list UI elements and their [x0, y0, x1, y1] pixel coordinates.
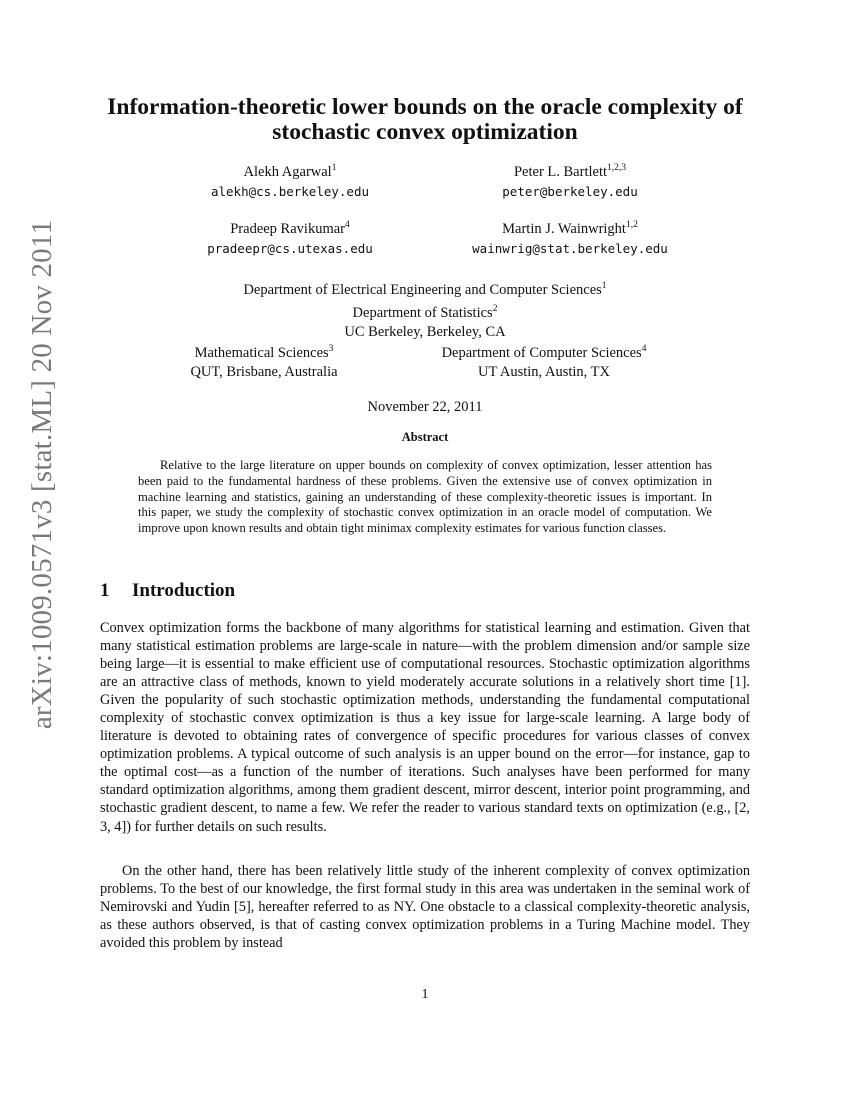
- author-block: [150, 158, 430, 202]
- affiliation-ut-location: UT Austin, Austin, TX: [477, 363, 610, 380]
- author-name: Pradeep Ravikumar: [230, 220, 345, 237]
- author-affiliation-mark: 4: [345, 220, 350, 230]
- paper-date: November 22, 2011: [367, 399, 483, 415]
- arxiv-side-stamp: [22, 219, 64, 729]
- affiliation-cs: Department of Computer Sciences: [441, 344, 642, 361]
- author-email: pradeepr@cs.utexas.edu: [207, 240, 373, 256]
- author-affiliation-mark: 1: [331, 163, 337, 173]
- affiliation-mark: 3: [328, 344, 334, 354]
- author-affiliation-mark: 1,2,3: [607, 163, 626, 173]
- affiliation-mark: 4: [641, 344, 647, 354]
- author-block: [430, 215, 710, 259]
- authors-row-2: [150, 215, 710, 259]
- author-name: Peter L. Bartlett: [513, 163, 607, 180]
- affiliation-statistics: Department of Statistics: [352, 304, 493, 321]
- arxiv-identifier: arXiv:1009.0571v3 [stat.ML] 20 Nov 2011: [26, 219, 59, 729]
- author-email: peter@berkeley.edu: [502, 183, 638, 199]
- ut-affiliation: [378, 340, 710, 382]
- affiliation-mark: 1: [601, 281, 607, 291]
- body-paragraph: Convex optimization forms the backbone of many algorithms for statistical learning and estimation. Given that many statistical estimation problems are large-scale in nature—with the problem dimension and/or sample size being large—it is essential to make efficient use of computational resources. Stochastic optimization algorithms are an attractive class of methods, known to yield moderately accurate solutions in a relatively short time [1]. Given the popularity of such stochastic optimization methods, understanding the fundamental computational complexity of stochastic convex optimization is thus a key issue for large-scale learning. A large body of literature is devoted to obtaining rates of convergence of specific procedures for various classes of convex optimization problems. A typical outcome of such analysis is an upper bound on the error—for instance, gap to the optimal cost—as a function of the number of iterations. Such analyses have been performed for many standard optimization algorithms, among them gradient descent, mirror descent, interior point programming, and stochastic gradient descent, to name a few. We refer the reader to various standard texts on optimization (e.g., [2, 3, 4]) for further details on such results.: [100, 620, 750, 835]
- berkeley-affiliation: [100, 277, 750, 342]
- body-paragraph: On the other hand, there has been relatively little study of the inherent complexity of convex optimization problems. To the best of our knowledge, the first formal study in this area was undertaken in the seminal work of Nemirovski and Yudin [5], hereafter referred to as NY. One obstacle to a classical complexity-theoretic analysis, as these authors observed, is that of casting convex optimization problems in a Turing Machine model. They avoided this problem by instead: [100, 863, 750, 952]
- abstract-heading: Abstract: [401, 430, 449, 444]
- affiliation-qut-location: QUT, Brisbane, Australia: [190, 363, 338, 380]
- author-affiliation-mark: 1,2: [625, 220, 638, 230]
- author-email: wainwrig@stat.berkeley.edu: [472, 240, 668, 256]
- author-block: [430, 158, 710, 202]
- page-number: 1: [421, 987, 429, 1002]
- affiliation-berkeley-location: UC Berkeley, Berkeley, CA: [344, 323, 506, 340]
- paper-title: Information-theoretic lower bounds on the oracle complexity of stochastic convex optimization: [107, 94, 743, 145]
- author-email: alekh@cs.berkeley.edu: [210, 183, 370, 199]
- affiliation-mark: 2: [492, 303, 498, 314]
- section-title: Introduction: [132, 580, 236, 601]
- affiliation-math: Mathematical Sciences: [194, 344, 329, 361]
- author-name: Alekh Agarwal: [243, 163, 332, 180]
- section-heading: [100, 580, 235, 602]
- author-name: Martin J. Wainwright: [502, 220, 626, 237]
- affiliation-eecs: Department of Electrical Engineering and Computer Sciences: [243, 281, 602, 298]
- qut-affiliation: [150, 340, 378, 382]
- author-block: [150, 215, 430, 259]
- authors-row-1: [150, 158, 710, 202]
- affiliations-row: [150, 340, 710, 382]
- section-number: 1: [100, 580, 110, 601]
- abstract-body: Relative to the large literature on upper bounds on complexity of convex optimization, lesser attention has been paid to the fundamental hardness of these problems. Given the extensive use of convex optimization in machine learning and statistics, gaining an understanding of these complexity-theoretic issues is important. In this paper, we study the complexity of stochastic convex optimization in an oracle model of computation. We improve upon known results and obtain tight minimax complexity estimates for various function classes.: [138, 458, 712, 536]
